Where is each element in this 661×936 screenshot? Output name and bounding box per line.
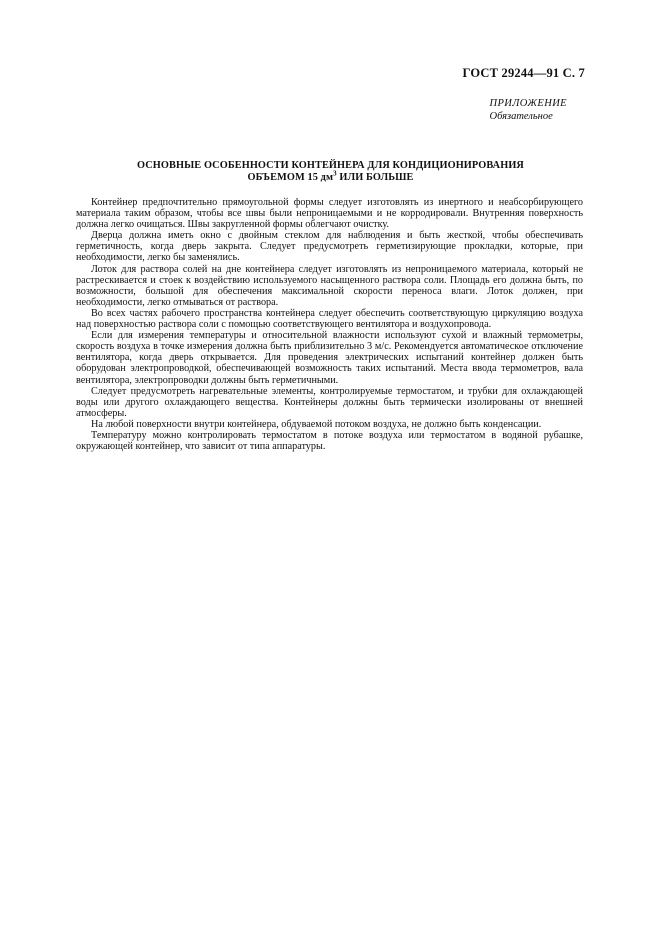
- section-title-line1: ОСНОВНЫЕ ОСОБЕННОСТИ КОНТЕЙНЕРА ДЛЯ КОНДИЦИОНИРОВАНИЯ: [137, 160, 524, 171]
- section-title-exponent: 3: [333, 169, 337, 178]
- body-text: [76, 197, 583, 452]
- paragraph-5: Если для измерения температуры и относительной влажности используют сухой и влажный термометры, скорость воздуха в точке измерения должна быть приблизительно 3 м/с. Рекомендуется автоматическое отключение вентилятора, когда дверь открывается. Для проведения электрических испытаний контейнер должен быть оборудован электропроводкой, обеспечивающей возможность таких испытаний. Места ввода термометров, вала вентилятора, электропроводки должны быть герметичными.: [76, 330, 583, 386]
- paragraph-6: Следует предусмотреть нагревательные элементы, контролируемые термостатом, и трубки для охлаждающей воды или другого охлаждающего вещества. Контейнеры должны быть термически изолированы от внешней атмосферы.: [76, 385, 583, 419]
- section-title-line2: [78, 169, 583, 184]
- page-header: ГОСТ 29244—91 С. 7: [462, 66, 585, 80]
- paragraph-7: На любой поверхности внутри контейнера, обдуваемой потоком воздуха, не должно быть конденсации.: [91, 418, 542, 430]
- paragraph-8: Температуру можно контролировать термостатом в потоке воздуха или термостатом в водяной рубашке, окружающей контейнер, что зависит от типа аппаратуры.: [76, 429, 583, 453]
- paragraph-3: Лоток для раствора солей на дне контейнера следует изготовлять из непроницаемого материала, который не растрескивается и стоек к воздействию используемого насыщенного раствора соли. Площадь его должна быть, по возможности, большой для обеспечения максимальной скорости переноса влаги. Лоток должен, при необходимости, легко отмываться от раствора.: [76, 263, 583, 308]
- appendix-title: ПРИЛОЖЕНИЕ: [489, 98, 567, 109]
- section-title: [78, 160, 583, 184]
- paragraph-2: Дверца должна иметь окно с двойным стеклом для наблюдения и быть жесткой, чтобы обеспечивать герметичность, когда дверь закрыта. Следует предусмотреть герметизирующие прокладки, которые, при необходимости, легко бы заменялись.: [76, 230, 583, 264]
- section-title-suffix: ИЛИ БОЛЬШЕ: [336, 172, 414, 183]
- appendix-status: Обязательное: [489, 111, 553, 122]
- section-title-prefix: ОБЪЕМОМ 15 дм: [247, 172, 334, 183]
- paragraph-4: Во всех частях рабочего пространства контейнера следует обеспечить соответствующую циркуляцию воздуха над поверхностью раствора соли с помощью соответствующего вентилятора и воздухопровода.: [76, 307, 583, 331]
- appendix-block: [490, 97, 568, 123]
- paragraph-1: Контейнер предпочтительно прямоугольной формы следует изготовлять из инертного и неабсорбирующего материала таким образом, чтобы все швы были непроницаемыми и не корродировали. Внутренняя поверхность должна легко очищаться. Швы закругленной формы облегчают очистку.: [76, 197, 583, 231]
